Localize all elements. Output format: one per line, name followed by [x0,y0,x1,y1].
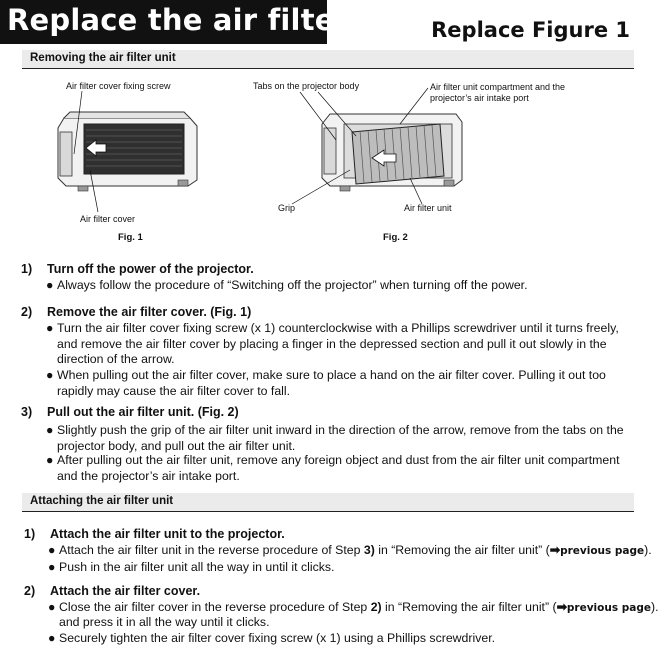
attaching-step-1-bullet-1: ● Attach the air filter unit in the reverse procedure of Step 3) in “Removing the air filter unit” (➡previous page). [48,543,652,557]
removing-step-3-bullet-1: ● Slightly push the grip of the air filter unit inward in the direction of the arrow, remove from the tabs on the projector body, and pull out the air filter unit. [46,423,624,453]
section-heading-removing-text: Removing the air filter unit [30,52,176,64]
figure-reference: Replace Figure 1 [431,18,630,42]
fig1-label-cover: Air filter cover [80,214,136,224]
fig1-caption: Fig. 1 [118,232,143,243]
removing-step-2-bullet-1: ● Turn the air filter cover fixing screw (x 1) counterclockwise with a Phillips screwdriver until it turns freely, and remove the air filter cover by placing a finger in the depressed section and pull it out slowly in the direction of the arrow. [46,321,619,366]
attaching-step-2-bullet-1-cont: and press it in all the way until it clicks. [59,615,270,629]
attaching-step-1-bullet-2: ● Push in the air filter unit all the way in until it clicks. [48,560,335,574]
attaching-step-2-bullet-2: ● Securely tighten the air filter cover fixing screw (x 1) using a Phillips screwdriver. [48,631,496,645]
fig2-label-tabs: Tabs on the projector body [253,81,360,91]
section-heading-attaching [22,493,634,512]
attaching-step-2-title: 2) Attach the air filter cover. [24,584,201,598]
section-heading-attaching-text: Attaching the air filter unit [30,495,174,507]
arrow-right-icon: ➡ [549,543,561,557]
removing-step-1-title: 1) Turn off the power of the projector. [21,262,254,276]
fig2-label-compartment-1: Air filter unit compartment and the [430,82,566,92]
removing-step-2-bullet-2: ● When pulling out the air filter cover, make sure to place a hand on the air filter cover. Pulling it out too rapidly may cause the air filter cover to fall. [46,368,606,398]
arrow-right-icon: ➡ [556,600,567,614]
fig2-label-compartment-2: projector’s air intake port [430,93,529,103]
attaching-step-2-bullet-1: ● Close the air filter cover in the reverse procedure of Step 2) in “Removing the air filter unit” (➡previous page). [48,600,659,614]
fig2-label-grip: Grip [278,203,296,213]
fig2-caption: Fig. 2 [383,232,408,243]
removing-step-2-title: 2) Remove the air filter cover. (Fig. 1) [21,305,252,319]
fig2-label-unit: Air filter unit [404,203,452,213]
removing-step-3-bullet-2: ● After pulling out the air filter unit, remove any foreign object and dust from the air filter unit compartment and the projector’s air intake port. [46,453,620,483]
removing-step-1-bullet-1: ● Always follow the procedure of “Switching off the projector” when turning off the power. [46,278,528,292]
attaching-step-1-title: 1) Attach the air filter unit to the projector. [24,527,285,541]
page-title: Replace the air filter [7,3,350,37]
removing-step-3-title: 3) Pull out the air filter unit. (Fig. 2) [21,405,239,419]
previous-page-link[interactable]: previous page [560,545,645,557]
fig1-label-screw: Air filter cover fixing screw [66,81,171,91]
previous-page-link[interactable]: previous page [566,602,651,614]
